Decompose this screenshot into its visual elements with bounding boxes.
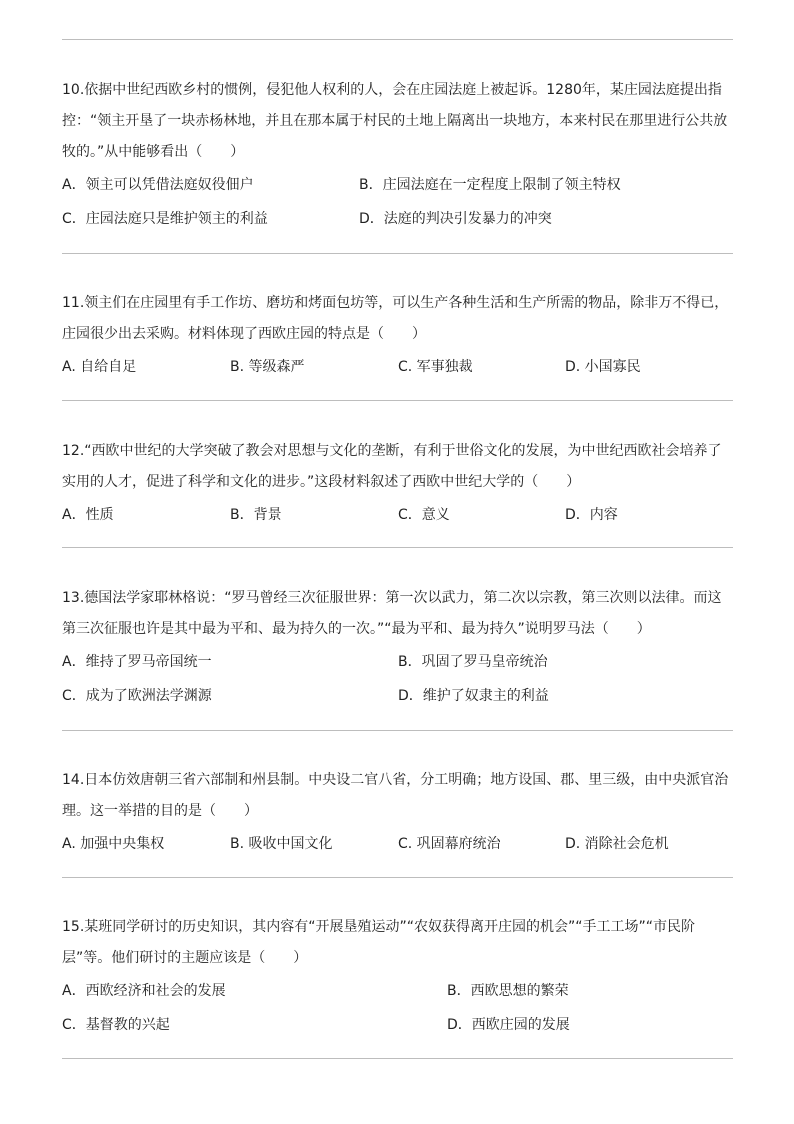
option-d[interactable]: D．内容 <box>565 507 618 523</box>
option-d[interactable]: D. 小国寡民 <box>565 359 641 375</box>
option-d[interactable]: D. 消除社会危机 <box>565 836 669 852</box>
option-d[interactable]: D．法庭的判决引发暴力的冲突 <box>359 211 552 227</box>
option-a[interactable]: A．领主可以凭借法庭奴役佃户 <box>62 177 254 193</box>
options-row <box>62 168 734 202</box>
option-b[interactable]: B．巩固了罗马皇帝统治 <box>398 654 548 670</box>
divider <box>62 547 733 548</box>
question-13 <box>62 583 734 713</box>
option-c[interactable]: C. 巩固幕府统治 <box>398 836 501 852</box>
option-d[interactable]: D．西欧庄园的发展 <box>447 1017 570 1033</box>
options-row <box>62 974 734 1008</box>
question-stem: 14.日本仿效唐朝三省六部制和州县制。中央设二官八省，分工明确；地方设国、郡、里三级，由中央派官治理。这一举措的目的是（ ） <box>62 772 729 819</box>
options-row <box>62 645 734 679</box>
option-c[interactable]: C．意义 <box>398 507 450 523</box>
question-stem: 13.德国法学家耶林格说：“罗马曾经三次征服世界：第一次以武力，第二次以宗教，第三次则以法律。而这第三次征服也许是其中最为平和、最为持久的一次。”“最为平和、最为持久”说明罗马法（ ） <box>62 590 722 637</box>
options-row <box>62 827 734 861</box>
option-c[interactable]: C．成为了欧洲法学渊源 <box>62 688 212 704</box>
option-c[interactable]: C．庄园法庭只是维护领主的利益 <box>62 211 268 227</box>
option-b[interactable]: B. 等级森严 <box>230 359 305 375</box>
option-a[interactable]: A. 自给自足 <box>62 359 137 375</box>
option-a[interactable]: A．性质 <box>62 507 114 523</box>
question-15 <box>62 912 734 1042</box>
options-row <box>62 350 734 384</box>
question-stem: 11.领主们在庄园里有手工作坊、磨坊和烤面包坊等，可以生产各种生活和生产所需的物品，除非万不得已，庄园很少出去采购。材料体现了西欧庄园的特点是（ ） <box>62 295 729 342</box>
options-row <box>62 679 734 713</box>
question-11 <box>62 288 734 384</box>
option-d[interactable]: D．维护了奴隶主的利益 <box>398 688 549 704</box>
option-a[interactable]: A．西欧经济和社会的发展 <box>62 983 226 999</box>
options-row <box>62 1008 734 1042</box>
option-b[interactable]: B．背景 <box>230 507 282 523</box>
option-c[interactable]: C．基督教的兴起 <box>62 1017 170 1033</box>
divider <box>62 39 733 40</box>
question-10 <box>62 75 734 236</box>
divider <box>62 877 733 878</box>
option-b[interactable]: B．西欧思想的繁荣 <box>447 983 569 999</box>
options-row <box>62 202 734 236</box>
divider <box>62 400 733 401</box>
option-b[interactable]: B．庄园法庭在一定程度上限制了领主特权 <box>359 177 621 193</box>
divider <box>62 1058 733 1059</box>
question-stem: 12.“西欧中世纪的大学突破了教会对思想与文化的垄断，有利于世俗文化的发展，为中世纪西欧社会培养了实用的人才，促进了科学和文化的进步。”这段材料叙述了西欧中世纪大学的（ ） <box>62 443 722 490</box>
question-14 <box>62 765 734 861</box>
divider <box>62 253 733 254</box>
question-stem: 10.依据中世纪西欧乡村的惯例，侵犯他人权利的人，会在庄园法庭上被起诉。1280年，某庄园法庭提出指控：“领主开垦了一块赤杨林地，并且在那本属于村民的土地上隔离出一块地方，本来村民在那里进行公共放牧的。”从中能够看出（ ） <box>62 82 728 160</box>
divider <box>62 730 733 731</box>
option-a[interactable]: A. 加强中央集权 <box>62 836 165 852</box>
question-stem: 15.某班同学研讨的历史知识，其内容有“开展垦殖运动”“农奴获得离开庄园的机会”“手工工场”“市民阶层”等。他们研讨的主题应该是（ ） <box>62 919 696 966</box>
option-b[interactable]: B. 吸收中国文化 <box>230 836 333 852</box>
question-12 <box>62 436 734 532</box>
option-c[interactable]: C. 军事独裁 <box>398 359 473 375</box>
option-a[interactable]: A．维持了罗马帝国统一 <box>62 654 212 670</box>
options-row <box>62 498 734 532</box>
